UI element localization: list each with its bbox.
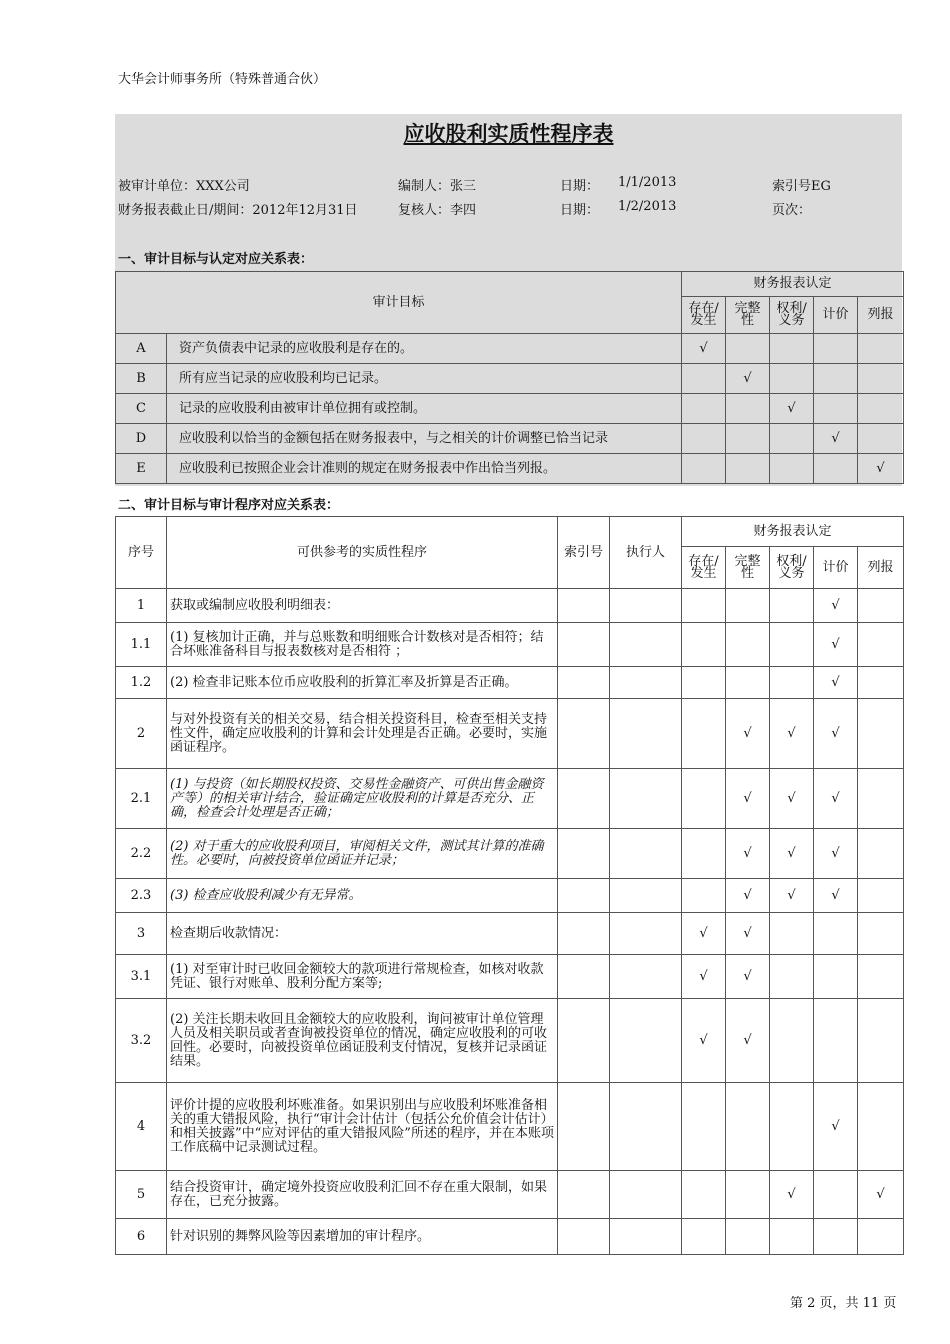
- procedure-executor: [610, 1171, 682, 1219]
- date1-label: 日期：: [560, 179, 600, 194]
- col-assertion-group: 财务报表认定: [682, 272, 904, 297]
- procedure-row: [116, 955, 904, 999]
- assertion-mark: [814, 1219, 858, 1255]
- assertion-mark: [858, 699, 904, 769]
- assertion-mark: [682, 424, 726, 454]
- procedure-number: 1: [116, 589, 167, 623]
- procedure-number: 2: [116, 699, 167, 769]
- assertion-mark: [726, 424, 770, 454]
- objective-code: A: [116, 334, 167, 364]
- assertion-mark: [858, 769, 904, 829]
- assertion-mark: [858, 424, 904, 454]
- objective-row: [116, 454, 904, 484]
- procedure-executor: [610, 699, 682, 769]
- assertion-mark: [682, 667, 726, 699]
- assertion-mark: √: [770, 769, 814, 829]
- assertion-mark: √: [770, 829, 814, 879]
- assertion-mark: √: [682, 955, 726, 999]
- date2: 1/2/2013: [618, 199, 677, 214]
- objective-code: E: [116, 454, 167, 484]
- col-index: 索引号: [558, 517, 610, 589]
- procedure-index: [558, 769, 610, 829]
- procedure-row: [116, 667, 904, 699]
- assertion-mark: √: [770, 879, 814, 913]
- procedure-text: (2) 对于重大的应收股利项目，审阅相关文件，测试其计算的准确性。必要时，向被投资单位函证并记录；: [167, 829, 558, 879]
- date1: 1/1/2013: [618, 175, 677, 190]
- reviewer: 复核人：李四: [398, 203, 477, 218]
- assertion-mark: √: [770, 394, 814, 424]
- assertion-mark: [770, 999, 814, 1083]
- assertion-mark: √: [858, 1171, 904, 1219]
- assertion-mark: [770, 364, 814, 394]
- procedure-text: (2) 关注长期未收回且金额较大的应收股利，询问被审计单位管理人员及相关职员或者查询被投资单位的情况，确定应收股利的可收回性。必要时，向被投资单位函证股利支付情况，复核并记录函证结果。: [167, 999, 558, 1083]
- assertion-mark: [814, 913, 858, 955]
- procedure-row: [116, 879, 904, 913]
- objective-code: B: [116, 364, 167, 394]
- procedure-executor: [610, 623, 682, 667]
- assertion-mark: [726, 1219, 770, 1255]
- procedure-text: 针对识别的舞弊风险等因素增加的审计程序。: [167, 1219, 558, 1255]
- procedure-row: [116, 769, 904, 829]
- assertion-mark: √: [726, 769, 770, 829]
- procedure-executor: [610, 667, 682, 699]
- procedure-row: [116, 1083, 904, 1171]
- assertion-mark: [858, 334, 904, 364]
- objective-row: [116, 394, 904, 424]
- procedure-executor: [610, 1219, 682, 1255]
- objective-row: [116, 334, 904, 364]
- assertion-mark: [726, 454, 770, 484]
- procedure-number: 2.1: [116, 769, 167, 829]
- assertion-mark: [814, 955, 858, 999]
- procedure-text: (1) 对至审计时已收回金额较大的款项进行常规检查，如核对收款凭证、银行对账单、股利分配方案等;: [167, 955, 558, 999]
- assertion-mark: [814, 334, 858, 364]
- col-procedure: 可供参考的实质性程序: [167, 517, 558, 589]
- procedure-executor: [610, 999, 682, 1083]
- objective-row: [116, 424, 904, 454]
- assertion-mark: √: [858, 454, 904, 484]
- date2-label: 日期：: [560, 203, 600, 218]
- assertion-mark: √: [726, 364, 770, 394]
- assertion-mark: [814, 394, 858, 424]
- assertion-mark: √: [682, 999, 726, 1083]
- assertion-mark: √: [726, 913, 770, 955]
- assertion-mark: [858, 589, 904, 623]
- assertion-mark: √: [814, 1083, 858, 1171]
- assertion-mark: [682, 394, 726, 424]
- procedure-text: 结合投资审计，确定境外投资应收股利汇回不存在重大限制，如果存在，已充分披露。: [167, 1171, 558, 1219]
- firm-name: 大华会计师事务所（特殊普通合伙）: [118, 72, 327, 87]
- procedure-executor: [610, 589, 682, 623]
- procedure-executor: [610, 913, 682, 955]
- procedure-index: [558, 589, 610, 623]
- procedure-index: [558, 999, 610, 1083]
- assertion-existence: 存在/发生: [682, 547, 726, 589]
- assertion-mark: [770, 589, 814, 623]
- index-number: 索引号EG: [772, 179, 831, 194]
- assertion-mark: √: [726, 699, 770, 769]
- procedure-index: [558, 699, 610, 769]
- procedure-number: 5: [116, 1171, 167, 1219]
- assertion-rights: 权利/义务: [770, 297, 814, 334]
- objective-code: C: [116, 394, 167, 424]
- procedure-executor: [610, 1083, 682, 1171]
- assertion-mark: [858, 955, 904, 999]
- procedure-row: [116, 1171, 904, 1219]
- procedure-text: 与对外投资有关的相关交易，结合相关投资科目，检查至相关支持性文件，确定应收股利的计算和会计处理是否正确。必要时，实施函证程序。: [167, 699, 558, 769]
- assertion-mark: [726, 667, 770, 699]
- assertion-mark: [682, 364, 726, 394]
- page-footer: 第 2 页，共 11 页: [790, 1296, 897, 1311]
- procedure-number: 2.3: [116, 879, 167, 913]
- assertion-mark: √: [726, 955, 770, 999]
- assertion-mark: √: [814, 589, 858, 623]
- assertion-mark: [858, 999, 904, 1083]
- procedure-row: [116, 1219, 904, 1255]
- assertion-mark: √: [814, 829, 858, 879]
- assertion-mark: [858, 1219, 904, 1255]
- col-assertion-group: 财务报表认定: [682, 517, 904, 547]
- assertion-mark: [682, 454, 726, 484]
- procedure-index: [558, 667, 610, 699]
- assertion-mark: [770, 955, 814, 999]
- assertion-presentation: 列报: [858, 547, 904, 589]
- assertion-mark: [770, 424, 814, 454]
- procedure-text: 评价计提的应收股利坏账准备。如果识别出与应收股利坏账准备相关的重大错报风险，执行“审计会计估计（包括公允价值会计估计）和相关披露”中“应对评估的重大错报风险”所述的程序，并在本账项工作底稿中记录测试过程。: [167, 1083, 558, 1171]
- procedure-number: 3.2: [116, 999, 167, 1083]
- procedure-text: (2) 检查非记账本位币应收股利的折算汇率及折算是否正确。: [167, 667, 558, 699]
- period: 财务报表截止日/期间：2012年12月31日: [118, 203, 358, 218]
- assertion-mark: [858, 394, 904, 424]
- assertion-mark: √: [682, 913, 726, 955]
- assertion-mark: [858, 667, 904, 699]
- procedure-executor: [610, 829, 682, 879]
- procedure-number: 4: [116, 1083, 167, 1171]
- assertion-mark: [814, 364, 858, 394]
- procedure-index: [558, 1083, 610, 1171]
- procedure-index: [558, 623, 610, 667]
- assertion-mark: [858, 364, 904, 394]
- assertion-mark: √: [726, 829, 770, 879]
- procedure-number: 1.1: [116, 623, 167, 667]
- assertion-mark: [682, 589, 726, 623]
- assertion-mark: [814, 1171, 858, 1219]
- assertion-mark: [770, 1083, 814, 1171]
- assertion-mark: √: [682, 334, 726, 364]
- procedure-index: [558, 1219, 610, 1255]
- assertion-mark: √: [814, 699, 858, 769]
- assertion-mark: [770, 454, 814, 484]
- assertion-mark: [726, 1171, 770, 1219]
- procedure-row: [116, 999, 904, 1083]
- objective-text: 记录的应收股利由被审计单位拥有或控制。: [167, 394, 682, 424]
- assertion-mark: [682, 1171, 726, 1219]
- col-objective: 审计目标: [116, 272, 682, 334]
- assertion-mark: √: [726, 879, 770, 913]
- assertion-mark: [770, 667, 814, 699]
- assertion-mark: √: [814, 879, 858, 913]
- procedure-row: [116, 623, 904, 667]
- assertion-mark: [682, 1219, 726, 1255]
- assertion-mark: [814, 999, 858, 1083]
- procedure-text: 获取或编制应收股利明细表：: [167, 589, 558, 623]
- assertion-valuation: 计价: [814, 297, 858, 334]
- section2-heading: 二、审计目标与审计程序对应关系表：: [118, 498, 340, 513]
- objective-text: 所有应当记录的应收股利均已记录。: [167, 364, 682, 394]
- procedure-number: 2.2: [116, 829, 167, 879]
- procedure-number: 6: [116, 1219, 167, 1255]
- col-executor: 执行人: [610, 517, 682, 589]
- assertion-mark: [726, 589, 770, 623]
- procedure-index: [558, 955, 610, 999]
- assertion-mark: [682, 829, 726, 879]
- assertion-mark: [726, 334, 770, 364]
- assertion-mark: [858, 829, 904, 879]
- procedure-index: [558, 879, 610, 913]
- objectives-table: [115, 271, 904, 484]
- auditee: 被审计单位：XXX公司: [118, 179, 250, 194]
- assertion-mark: [726, 394, 770, 424]
- assertion-valuation: 计价: [814, 547, 858, 589]
- procedure-text: (1) 与投资（如长期股权投资、交易性金融资产、可供出售金融资产等）的相关审计结合，验证确定应收股利的计算是否充分、正确，检查会计处理是否正确；: [167, 769, 558, 829]
- section1-heading: 一、审计目标与认定对应关系表：: [118, 252, 314, 267]
- objective-text: 应收股利已按照企业会计准则的规定在财务报表中作出恰当列报。: [167, 454, 682, 484]
- procedure-index: [558, 913, 610, 955]
- assertion-mark: [858, 913, 904, 955]
- assertion-mark: [726, 623, 770, 667]
- assertion-mark: [858, 623, 904, 667]
- assertion-mark: √: [814, 623, 858, 667]
- assertion-mark: √: [814, 667, 858, 699]
- assertion-rights: 权利/义务: [770, 547, 814, 589]
- assertion-mark: √: [770, 1171, 814, 1219]
- assertion-mark: [858, 1083, 904, 1171]
- assertion-mark: √: [770, 699, 814, 769]
- procedure-text: 检查期后收款情况：: [167, 913, 558, 955]
- assertion-mark: [770, 1219, 814, 1255]
- assertion-existence: 存在/发生: [682, 297, 726, 334]
- assertion-mark: [682, 623, 726, 667]
- objective-row: [116, 364, 904, 394]
- assertion-mark: [682, 769, 726, 829]
- procedure-index: [558, 829, 610, 879]
- assertion-mark: [770, 623, 814, 667]
- procedure-row: [116, 913, 904, 955]
- procedure-row: [116, 589, 904, 623]
- preparer: 编制人：张三: [398, 179, 477, 194]
- procedure-executor: [610, 879, 682, 913]
- assertion-completeness: 完整性: [726, 547, 770, 589]
- assertion-mark: [770, 913, 814, 955]
- assertion-mark: √: [814, 769, 858, 829]
- assertion-mark: [682, 1083, 726, 1171]
- assertion-presentation: 列报: [858, 297, 904, 334]
- assertion-mark: √: [814, 424, 858, 454]
- objective-text: 应收股利以恰当的金额包括在财务报表中，与之相关的计价调整已恰当记录: [167, 424, 682, 454]
- procedure-index: [558, 1171, 610, 1219]
- procedure-row: [116, 829, 904, 879]
- procedure-executor: [610, 769, 682, 829]
- procedure-text: (1) 复核加计正确，并与总账数和明细账合计数核对是否相符；结合坏账准备科目与报表数核对是否相符 ；: [167, 623, 558, 667]
- procedure-executor: [610, 955, 682, 999]
- assertion-mark: √: [726, 999, 770, 1083]
- assertion-mark: [682, 699, 726, 769]
- procedure-number: 1.2: [116, 667, 167, 699]
- objective-code: D: [116, 424, 167, 454]
- assertion-mark: [814, 454, 858, 484]
- procedure-row: [116, 699, 904, 769]
- assertion-mark: [682, 879, 726, 913]
- procedure-text: (3) 检查应收股利减少有无异常。: [167, 879, 558, 913]
- procedure-number: 3.1: [116, 955, 167, 999]
- col-number: 序号: [116, 517, 167, 589]
- page-number-label: 页次：: [772, 203, 812, 218]
- assertion-mark: [770, 334, 814, 364]
- procedure-number: 3: [116, 913, 167, 955]
- assertion-mark: [858, 879, 904, 913]
- assertion-mark: [726, 1083, 770, 1171]
- page-title: 应收股利实质性程序表: [403, 121, 614, 146]
- objective-text: 资产负债表中记录的应收股利是存在的。: [167, 334, 682, 364]
- procedures-table: [115, 516, 904, 1255]
- assertion-completeness: 完整性: [726, 297, 770, 334]
